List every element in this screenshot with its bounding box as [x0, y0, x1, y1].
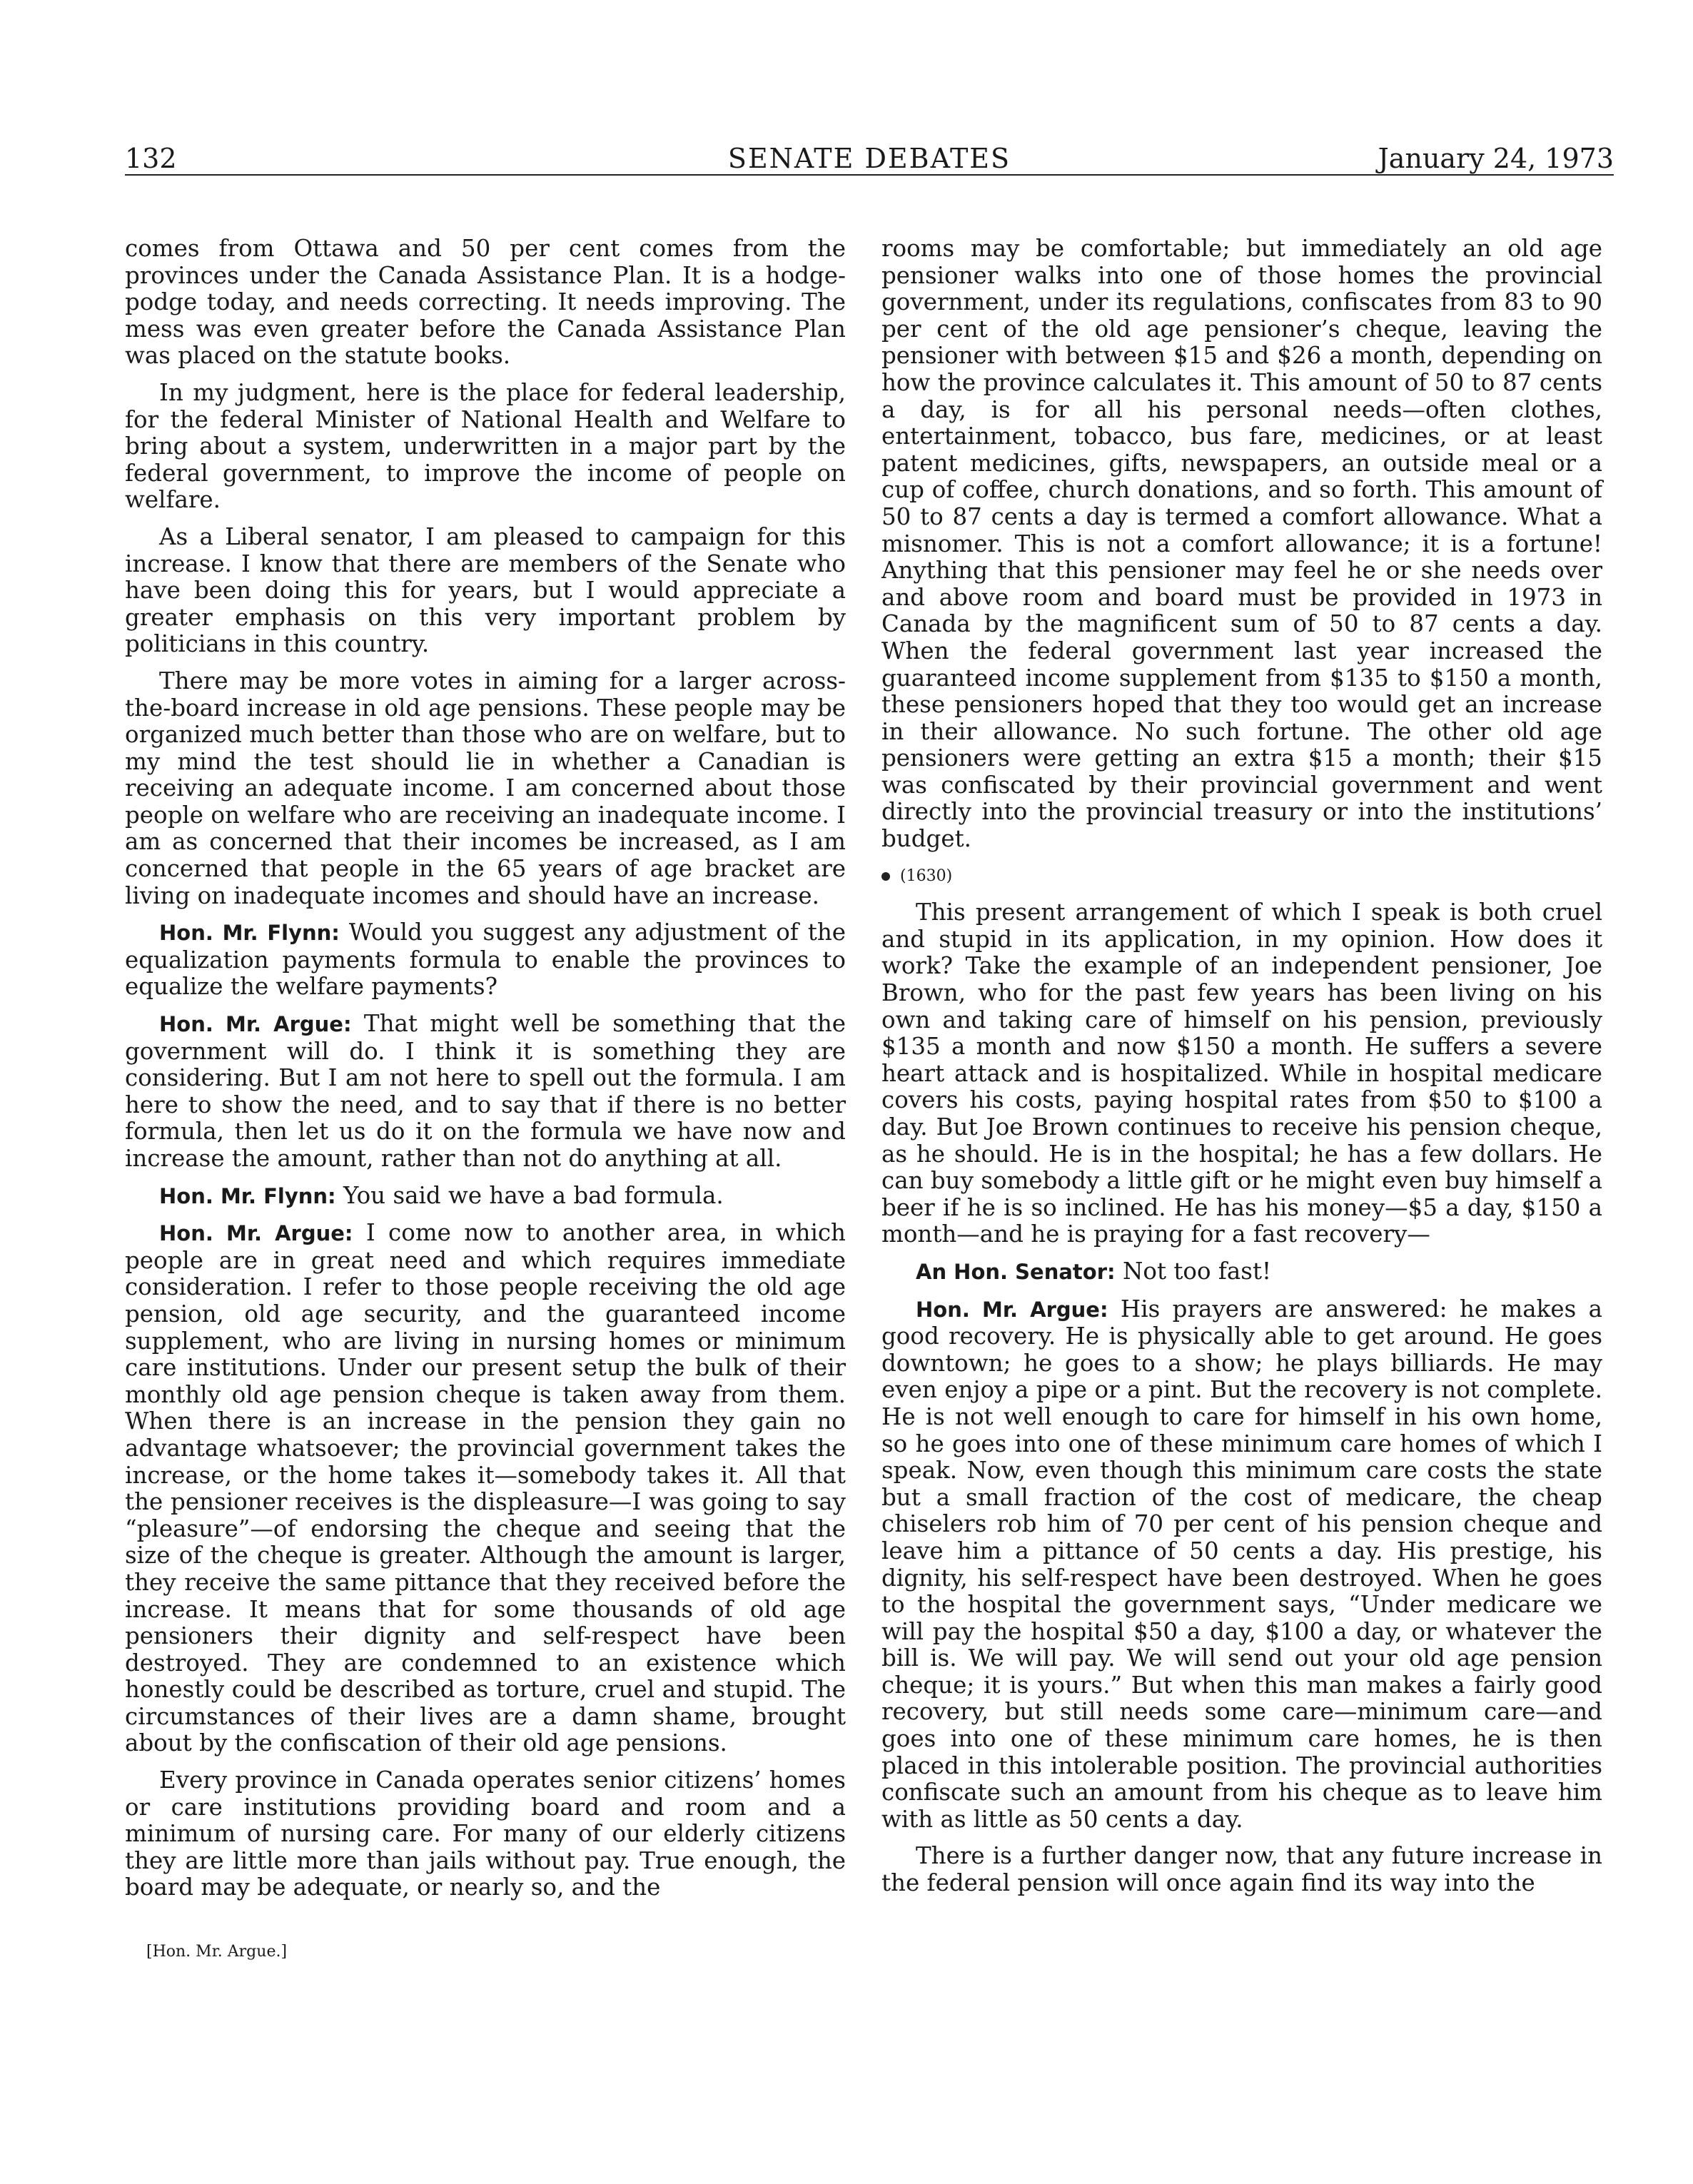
speaker-name: Hon. Mr. Argue:	[159, 1012, 352, 1037]
paragraph: In my judgment, here is the place for federal leadership, for the federal Minister of National Health and Welfare to bring about a system, underwritten in a major part by the federal government, to improve the income of people on welfare.	[125, 378, 846, 514]
paragraph: Every province in Canada operates senior citizens’ homes or care institutions providing board and room and a minimum of nursing care. For many of our elderly citizens they are little more than jails without pay. True enough, the board may be adequate, or nearly so, and the	[125, 1766, 846, 1901]
right-column	[881, 236, 1602, 1907]
page-number: 132	[125, 143, 177, 174]
paragraph: This present arrangement of which I speak is both cruel and stupid in its application, in my opinion. How does it work? Take the example of an independent pensioner, Joe Brown, who for the past few years has been living on his own and taking care of himself on his pension, previously $135 a month and now $150 a month. He suffers a severe heart attack and is hospitalized. While in hospital medicare covers his costs, paying hospital rates from $50 to $100 a day. But Joe Brown continues to receive his pension cheque, as he should. He is in the hospital; he has a few dollars. He can buy somebody a little gift or he might even buy himself a beer if he is so inclined. He has his money—$5 a day, $150 a month—and he is praying for a fast recovery—	[881, 899, 1602, 1248]
speaker-name: Hon. Mr. Flynn:	[159, 1183, 336, 1208]
paragraph: As a Liberal senator, I am pleased to campaign for this increase. I know that there are members of the Senate who have been doing this for years, but I would appreciate a greater emphasis on this very important problem by politicians in this country.	[125, 522, 846, 658]
speaker-name: Hon. Mr. Flynn:	[159, 921, 340, 946]
paragraph: There is a further danger now, that any future increase in the federal pension will once again find its way into the	[881, 1842, 1602, 1897]
speech-text: I come now to another area, in which people are in great need and which requires immediate consideration. I refer to those people receiving the old age pension, old age security, and the guaranteed income supplement, who are living in nursing homes or minimum care institutions. Under our present setup the bulk of their monthly old age pension cheque is taken away from them. When there is an increase in the pension they gain no advantage whatsoever; the provincial government takes the increase, or the home takes it—somebody takes it. All that the pensioner receives is the displeasure—I was going to say “pleasure”—of endorsing the cheque and seeing that the size of the cheque is greater. Although the amount is larger, they receive the same pittance that they received before the increase. It means that for some thousands of old age pensioners their dignity and self-respect have been destroyed. They are condemned to an existence which honestly could be described as torture, cruel and stupid. The circumstances of their lives are a damn shame, brought about by the confiscation of their old age pensions.	[125, 1219, 846, 1757]
publication-title: SENATE DEBATES	[727, 143, 1011, 174]
speech-paragraph	[881, 1296, 1602, 1834]
speech-text: His prayers are answered: he makes a good recovery. He is physically able to get around. He goes downtown; he goes to a show; he plays billiards. He may even enjoy a pipe or a pint. But the recovery is not complete. He is not well enough to care for himself in his own home, so he goes into one of these minimum care homes of which I speak. Now, even though this minimum care costs the state but a small fraction of the cost of medicare, the cheap chiselers rob him of 70 per cent of his pension cheque and leave him a pittance of 50 cents a day. His prestige, his dignity, his self-respect have been destroyed. When he goes to the hospital the government says, “Under medicare we will pay the hospital $50 a day, $100 a day, or whatever the bill is. We will pay. We will send out your old age pension cheque; it is yours.” But when this man makes a fairly good recovery, but still needs some care—minimum care—and goes into one of these minimum care homes, he is then placed in this intolerable position. The provincial authorities confiscate such an amount from his cheque as to leave him with as little as 50 cents a day.	[881, 1295, 1602, 1833]
speaker-footnote: [Hon. Mr. Argue.]	[146, 1943, 288, 1961]
speaker-name: Hon. Mr. Argue:	[916, 1297, 1108, 1322]
speech-paragraph	[881, 1258, 1602, 1286]
paragraph: rooms may be comfortable; but immediately an old age pensioner walks into one of those homes the provincial government, under its regulations, confiscates from 83 to 90 per cent of the old age pensioner’s cheque, leaving the pensioner with between $15 and $26 a month, depending on how the province calculates it. This amount of 50 to 87 cents a day, is for all his personal needs—often clothes, entertainment, tobacco, bus fare, medicines, or at least patent medicines, gifts, newspapers, an outside meal or a cup of coffee, church donations, and so forth. This amount of 50 to 87 cents a day is termed a comfort allowance. What a misnomer. This is not a comfort allowance; it is a fortune! Anything that this pensioner may feel he or she needs over and above room and board must be provided in 1973 in Canada by the magnificent sum of 50 to 87 cents a day. When the federal government last year increased the guaranteed income supplement from $135 to $150 a month, these pensioners hoped that they too would get an increase in their allowance. No such fortune. The other old age pensioners were getting an extra $15 a month; their $15 was confiscated by their provincial government and went directly into the provincial treasury or into the institutions’ budget.	[881, 235, 1602, 853]
speaker-name: An Hon. Senator:	[916, 1259, 1116, 1284]
publication-date: January 24, 1973	[1378, 143, 1614, 174]
paragraph: There may be more votes in aiming for a larger across-the-board increase in old age pensions. These people may be organized much better than those who are on welfare, but to my mind the test should lie in whether a Canadian is receiving an adequate income. I am concerned about those people on welfare who are receiving an inadequate income. I am as concerned that their incomes be increased, as I am concerned that people in the 65 years of age bracket are living on inadequate incomes and should have an increase.	[125, 667, 846, 909]
left-column	[125, 236, 846, 1911]
time-marker-text: (1630)	[900, 866, 953, 885]
time-marker	[881, 863, 1602, 890]
speech-paragraph	[125, 919, 846, 1001]
speech-paragraph	[125, 1011, 846, 1173]
speech-paragraph	[125, 1220, 846, 1757]
speech-text: That might well be something that the government will do. I think it is something they are considering. But I am not here to spell out the formula. I am here to show the need, and to say that if there is no better formula, then let us do it on the formula we have now and increase the amount, rather than not do anything at all.	[125, 1010, 846, 1172]
speech-text: You said we have a bad formula.	[343, 1181, 724, 1209]
speech-text: Not too fast!	[1122, 1257, 1272, 1285]
bullet-icon	[881, 872, 890, 881]
speech-text: Would you suggest any adjustment of the equalization payments formula to enable the provinces to equalize the welfare payments?	[125, 919, 846, 1001]
speaker-name: Hon. Mr. Argue:	[159, 1221, 353, 1246]
page-header	[125, 140, 1614, 176]
paragraph: comes from Ottawa and 50 per cent comes from the provinces under the Canada Assistance Plan. It is a hodge-podge today, and needs correcting. It needs improving. The mess was even greater before the Canada Assistance Plan was placed on the statute books.	[125, 235, 846, 370]
speech-paragraph	[125, 1183, 846, 1210]
